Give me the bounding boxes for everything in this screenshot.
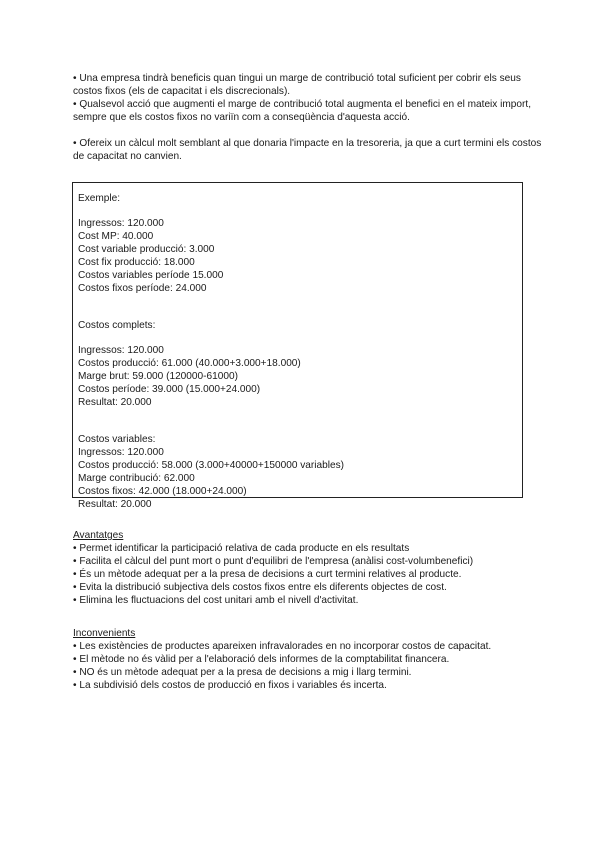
- costos-variables-line: Costos fixos: 42.000 (18.000+24.000): [78, 486, 247, 497]
- avantatges-item: • Permet identificar la participació relativa de cada producte en els resultats: [73, 543, 410, 554]
- avantatges-item: • Facilita el càlcul del punt mort o punt d'equilibri de l'empresa (anàlisi cost-volumbenefici): [73, 556, 474, 567]
- inconvenients-item: • NO és un mètode adequat per a la presa de decisions a mig i llarg termini.: [73, 667, 412, 678]
- intro-bullet-1: • Una empresa tindrà beneficis quan tingui un marge de contribució total suficient per cobrir els seus costos fixos (els de capacitat i els discrecionals).: [73, 73, 521, 97]
- example-data-line: Costos fixos període: 24.000: [78, 283, 207, 294]
- avantatges-heading: Avantatges: [73, 530, 124, 541]
- costos-variables-line: Resultat: 20.000: [78, 499, 152, 510]
- costos-complets-line: Resultat: 20.000: [78, 397, 152, 408]
- intro-bullet-2: • Qualsevol acció que augmenti el marge de contribució total augmenta el benefici en el mateix import, sempre que els costos fixos no variïn com a conseqüència d'aquesta acció.: [73, 99, 532, 123]
- costos-variables-line: Marge contribució: 62.000: [78, 473, 195, 484]
- example-data-line: Cost fix producció: 18.000: [78, 257, 195, 268]
- costos-variables-title: Costos variables:: [78, 434, 156, 445]
- avantatges-item: • Evita la distribució subjectiva dels costos fixos entre els diferents objectes de cost.: [73, 582, 447, 593]
- inconvenients-item: • Les existències de productes apareixen infravalorades en no incorporar costos de capacitat.: [73, 641, 492, 652]
- example-data-line: Costos variables període 15.000: [78, 270, 224, 281]
- example-data-line: Ingressos: 120.000: [78, 218, 164, 229]
- avantatges-item: • És un mètode adequat per a la presa de decisions a curt termini relatives al producte.: [73, 569, 462, 580]
- inconvenients-section: [73, 627, 543, 692]
- avantatges-section: [73, 529, 543, 607]
- example-data-line: Cost variable producció: 3.000: [78, 244, 215, 255]
- costos-complets-line: Ingressos: 120.000: [78, 345, 164, 356]
- avantatges-item: • Elimina les fluctuacions del cost unitari amb el nivell d'activitat.: [73, 595, 359, 606]
- inconvenients-heading: Inconvenients: [73, 628, 136, 639]
- intro-bullet-3: • Ofereix un càlcul molt semblant al que donaria l'impacte en la tresoreria, ja que a curt termini els costos de capacitat no canvien.: [73, 138, 542, 162]
- example-box: [72, 182, 523, 510]
- inconvenients-item: • La subdivisió dels costos de producció en fixos i variables és incerta.: [73, 680, 387, 691]
- example-title: Exemple:: [78, 193, 121, 204]
- inconvenients-item: • El mètode no és vàlid per a l'elaboració dels informes de la comptabilitat financera.: [73, 654, 450, 665]
- costos-variables-line: Costos producció: 58.000 (3.000+40000+150000 variables): [78, 460, 344, 471]
- costos-complets-line: Costos producció: 61.000 (40.000+3.000+18.000): [78, 358, 301, 369]
- costos-complets-line: Marge brut: 59.000 (120000-61000): [78, 371, 238, 382]
- costos-complets-title: Costos complets:: [78, 320, 156, 331]
- example-data-line: Cost MP: 40.000: [78, 231, 154, 242]
- costos-complets-line: Costos període: 39.000 (15.000+24.000): [78, 384, 261, 395]
- intro-section: [73, 72, 543, 163]
- costos-variables-line: Ingressos: 120.000: [78, 447, 164, 458]
